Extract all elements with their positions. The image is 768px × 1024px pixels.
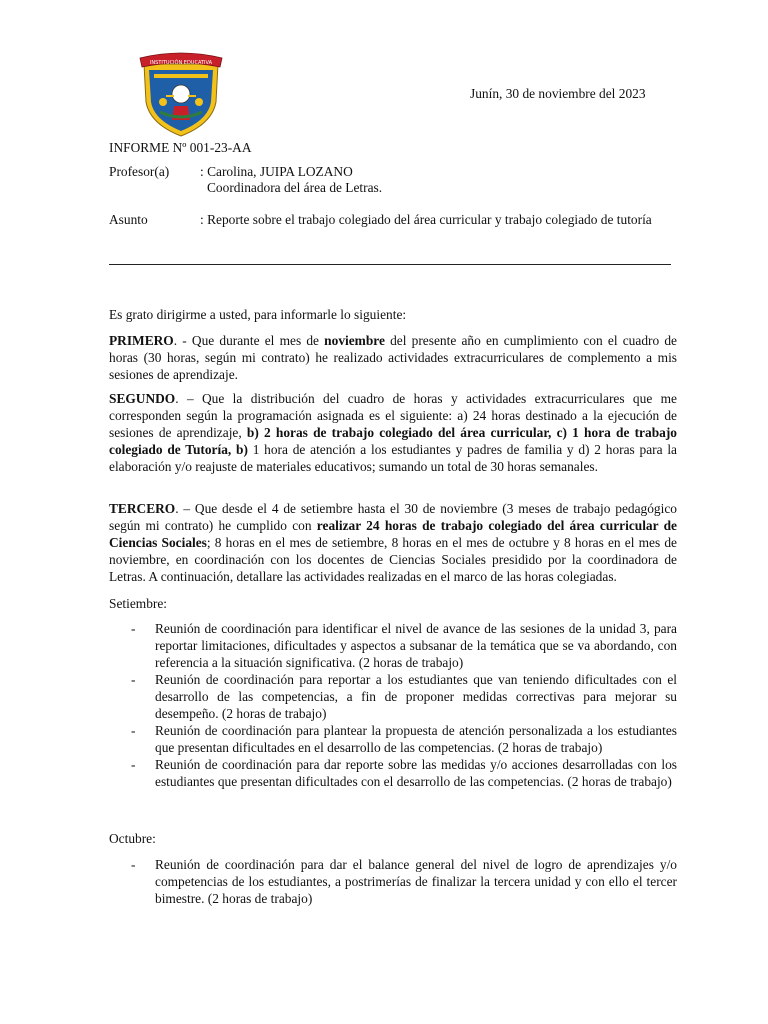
segundo-text-1: . – Que la distribución del cuadro de horas y actividades extracurriculares que me corresponden según la programación asignada es el siguiente: a) 24 horas destinado a la ejecución de sesiones de aprendizaje, <box>109 391 677 440</box>
paragraph-segundo <box>109 390 677 475</box>
octubre-list <box>109 856 677 907</box>
subject-value: : Reporte sobre el trabajo colegiado del área curricular y trabajo colegiado de tutoría <box>200 212 652 227</box>
segundo-text-2: 1 hora de atención a los estudiantes y padres de familia y d) 2 horas para la elaboración y/o reajuste de materiales educativos; sumando un total de 30 horas semanales. <box>109 442 677 474</box>
bullet-dash: - <box>131 672 136 687</box>
primero-bold-1: noviembre <box>324 333 385 348</box>
teacher-row <box>109 164 677 198</box>
svg-text:INSTITUCIÓN EDUCATIVA: INSTITUCIÓN EDUCATIVA <box>149 60 213 66</box>
setiembre-list <box>109 620 677 790</box>
intro-paragraph: Es grato dirigirme a usted, para informarle lo siguiente: <box>109 307 407 322</box>
teacher-label: Profesor(a) <box>109 164 170 179</box>
document-date: Junín, 30 de noviembre del 2023 <box>470 86 646 101</box>
tercero-label: TERCERO <box>109 501 176 516</box>
bullet-dash: - <box>131 757 136 772</box>
list-item-text: Reunión de coordinación para plantear la propuesta de atención personalizada a los estudiantes que presentan dificultades en el desarrollo de las competencias. (2 horas de trabajo) <box>155 723 677 755</box>
primero-text-1: . - Que durante el mes de <box>173 333 325 348</box>
subject-label: Asunto <box>109 212 148 227</box>
list-item-text: Reunión de coordinación para dar el balance general del nivel de logro de aprendizajes y/o competencias de los estudiantes, a postrimerías de finalizar la tercera unidad y con ello el tercer bimestre. (2 horas de trabajo) <box>155 857 677 906</box>
tercero-text-2: ; 8 horas en el mes de setiembre, 8 horas en el mes de octubre y 8 horas en el mes de noviembre, en coordinación con los docentes de Ciencias Sociales presidido por la coordinadora de Letras. A continuación, detallare las actividades realizadas en el marco de las horas colegiadas. <box>109 535 678 584</box>
list-item <box>109 722 677 756</box>
teacher-role: Coordinadora del área de Letras. <box>207 180 383 195</box>
segundo-bold-1: b) 2 horas de trabajo colegiado del área curricular, c) 1 hora de trabajo colegiado de Tutoría, b) <box>109 425 677 457</box>
bullet-dash: - <box>131 723 136 738</box>
paragraph-tercero <box>109 500 677 585</box>
segundo-label: SEGUNDO <box>109 391 176 406</box>
list-item-text: Reunión de coordinación para identificar el nivel de avance de las sesiones de la unidad 3, para reportar limitaciones, dificultades y aspectos a subsanar de la temática que se va abordando, con referencia a la situación significativa. (2 horas de trabajo) <box>155 621 677 670</box>
primero-text-2: del presente año en cumplimiento con el cuadro de horas (30 horas, según mi contrato) he realizado actividades extracurriculares de complemento a mis sesiones de aprendizaje. <box>109 333 677 382</box>
bullet-dash: - <box>131 857 136 872</box>
list-item <box>109 671 677 722</box>
octubre-heading: Octubre: <box>109 831 156 846</box>
paragraph-primero <box>109 332 677 383</box>
setiembre-heading: Setiembre: <box>109 596 168 611</box>
header-divider <box>109 264 671 265</box>
primero-label: PRIMERO <box>109 333 174 348</box>
tercero-text-1: . – Que desde el 4 de setiembre hasta el 30 de noviembre (3 meses de trabajo pedagógico según mi contrato) he cumplido con <box>109 501 677 533</box>
subject-row <box>109 212 677 246</box>
institution-crest-icon <box>136 50 226 138</box>
list-item <box>109 856 677 907</box>
report-number: INFORME Nº 001-23-AA <box>109 140 252 155</box>
list-item <box>109 756 677 790</box>
bullet-dash: - <box>131 621 136 636</box>
teacher-name: : Carolina, JUIPA LOZANO <box>200 164 353 179</box>
list-item-text: Reunión de coordinación para dar reporte sobre las medidas y/o acciones desarrolladas con los estudiantes que presentan dificultades con el desarrollo de las competencias. (2 horas de trabajo) <box>155 757 677 789</box>
list-item-text: Reunión de coordinación para reportar a los estudiantes que van teniendo dificultades con el desarrollo de las competencias, a fin de proponer medidas correctivas para mejorar su desempeño. (2 horas de trabajo) <box>155 672 677 721</box>
tercero-bold-1: realizar 24 horas de trabajo colegiado del área curricular de Ciencias Sociales <box>109 518 677 550</box>
list-item <box>109 620 677 671</box>
